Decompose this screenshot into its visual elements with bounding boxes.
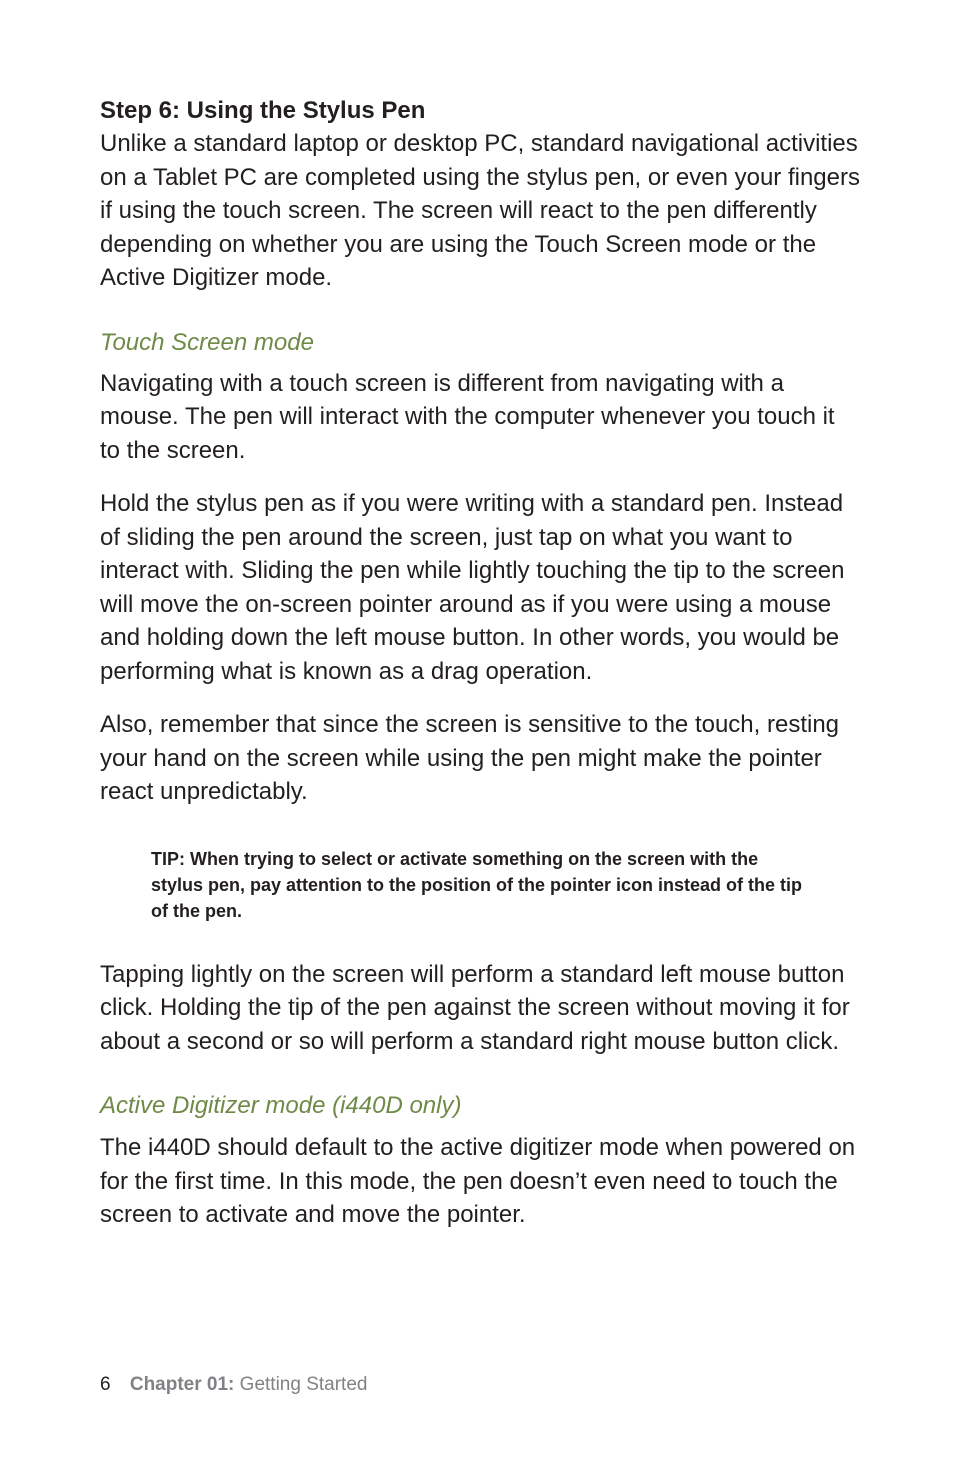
touch-screen-subheading: Touch Screen mode	[100, 328, 314, 356]
chapter-label: Chapter 01:	[129, 1374, 235, 1395]
page-number: 6	[100, 1374, 111, 1395]
active-digitizer-subheading: Active Digitizer mode (i440D only)	[100, 1092, 462, 1119]
page-content	[100, 94, 860, 1232]
section-heading: Step 6: Using the Stylus Pen	[100, 97, 426, 124]
chapter-title: Getting Started	[239, 1374, 368, 1395]
touch-screen-paragraph-3: Also, remember that since the screen is sensitive to the touch, resting your hand on the screen while using the pen might make the pointer react unpredictably.	[100, 711, 840, 805]
touch-screen-paragraph-1: Navigating with a touch screen is different from navigating with a mouse. The pen will interact with the computer whenever you touch it to the screen.	[100, 369, 835, 464]
touch-screen-paragraph-2: Hold the stylus pen as if you were writing with a standard pen. Instead of sliding the pen around the screen, just tap on what you want to interact with. Sliding the pen while lightly touching the tip to the screen will move the on-screen pointer around as if you were using a mouse and holding down the left mouse button. In other words, you would be performing what is known as a drag operation.	[100, 490, 845, 685]
active-digitizer-paragraph: The i440D should default to the active digitizer mode when powered on for the first time. In this mode, the pen doesn’t even need to touch the screen to activate and move the pointer.	[100, 1134, 856, 1228]
page-footer	[100, 1372, 367, 1398]
tip-note: TIP: When trying to select or activate something on the screen with the stylus pen, pay attention to the position of the pointer icon instead of the tip of the pen.	[151, 848, 803, 921]
intro-paragraph: Unlike a standard laptop or desktop PC, standard navigational activities on a Tablet PC are completed using the stylus pen, or even your fingers if using the touch screen. The screen will react to the pen differently depending on whether you are using the Touch Screen mode or the Active Digitizer mode.	[100, 130, 860, 291]
touch-screen-paragraph-4: Tapping lightly on the screen will perform a standard left mouse button click. Holding the tip of the pen against the screen without moving it for about a second or so will perform a standard right mouse button click.	[100, 960, 850, 1055]
